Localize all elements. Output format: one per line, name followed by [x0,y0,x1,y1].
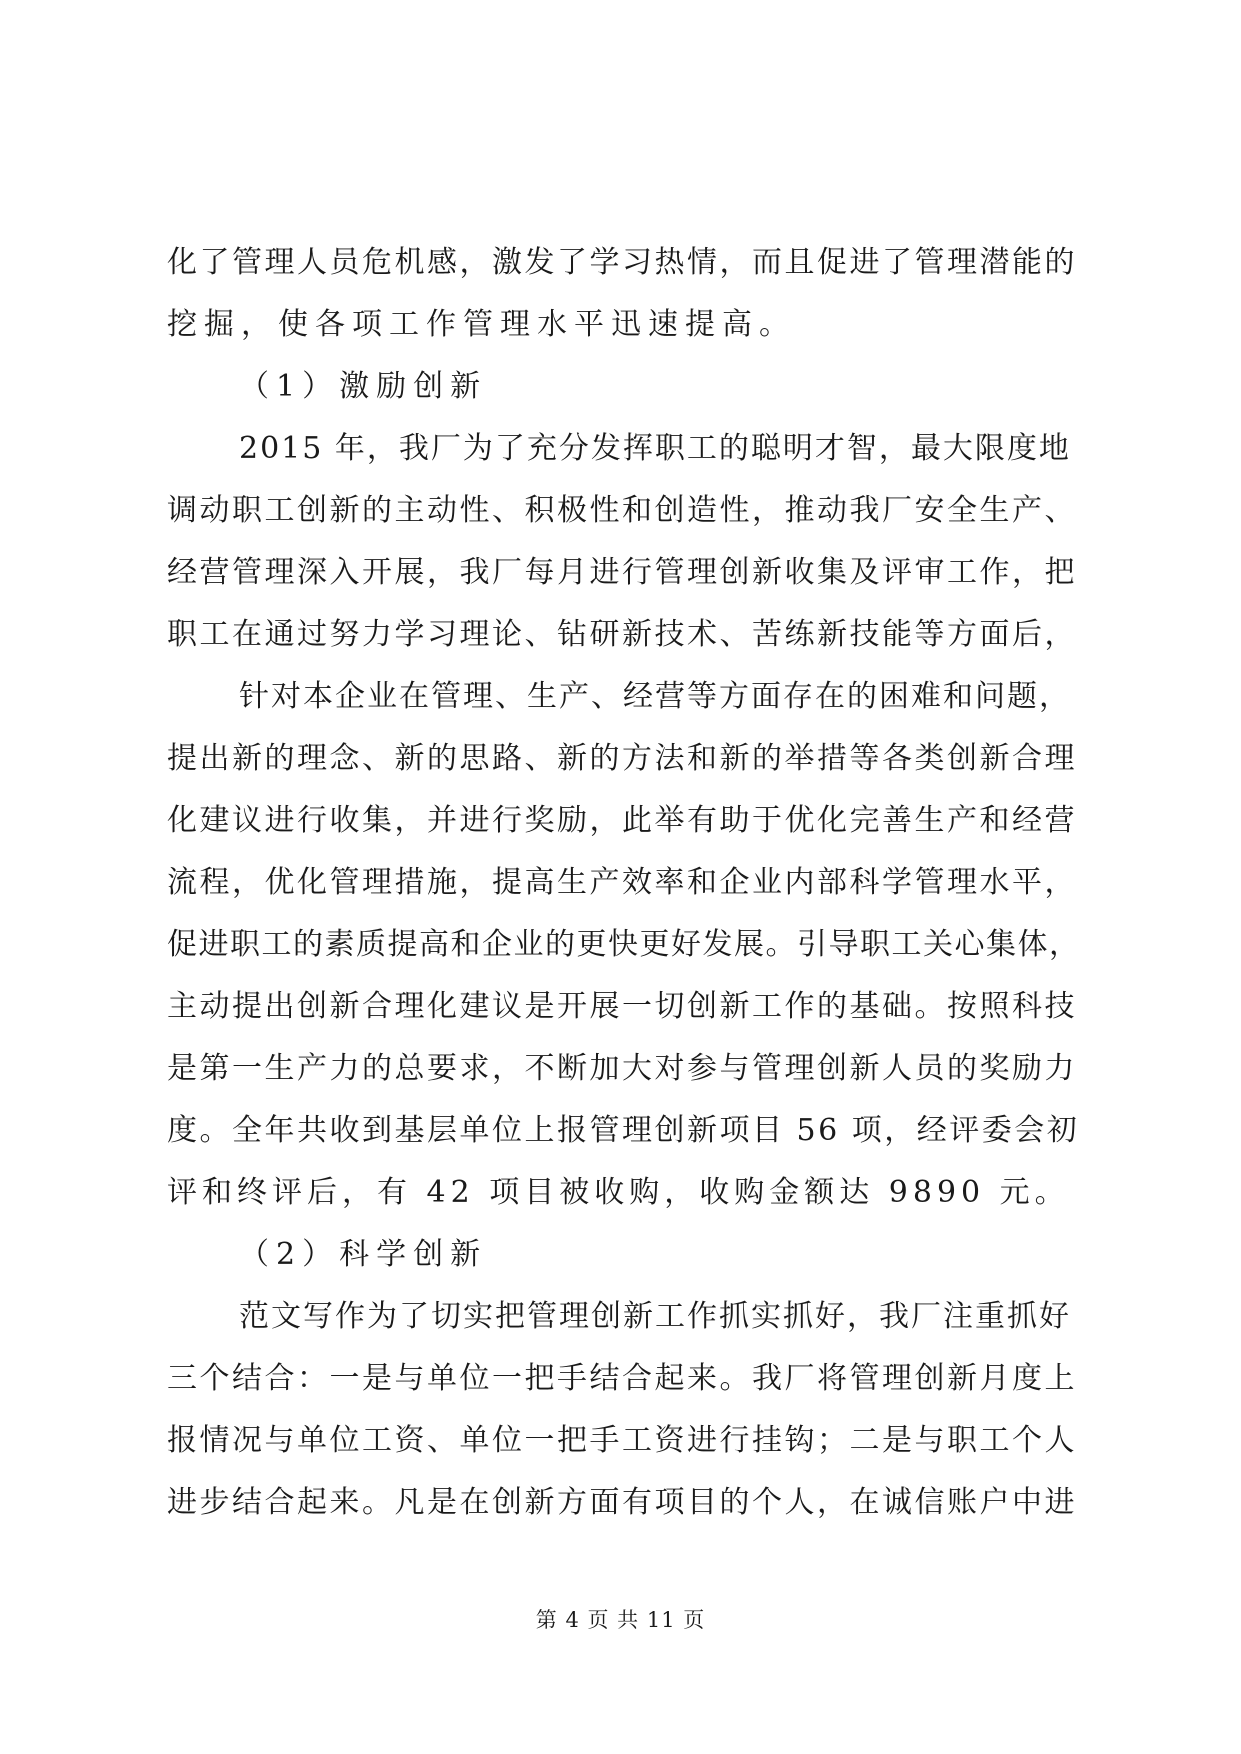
text-line: 范文写作为了切实把管理创新工作抓实抓好，我厂注重抓好 [239,1299,1071,1334]
text-line: 针对本企业在管理、生产、经营等方面存在的困难和问题， [239,679,1071,714]
text-line: 促进职工的素质提高和企业的更快更好发展。引导职工关心集体， [167,927,1081,962]
text-line: 2015 年，我厂为了充分发挥职工的聪明才智，最大限度地 [239,431,1071,466]
page-footer [0,1604,1241,1634]
text-line: 度。全年共收到基层单位上报管理创新项目 56 项，经评委会初 [167,1113,1080,1148]
text-line: 是第一生产力的总要求，不断加大对参与管理创新人员的奖励力 [167,1051,1077,1086]
text-line: 化建议进行收集，并进行奖励，此举有助于优化完善生产和经营 [167,803,1077,838]
text-line: 挖掘，使各项工作管理水平迅速提高。 [167,307,796,342]
text-line: 进步结合起来。凡是在创新方面有项目的个人，在诚信账户中进 [167,1485,1077,1520]
section-heading: （1）激励创新 [239,369,488,404]
text-line: 职工在通过努力学习理论、钻研新技术、苦练新技能等方面后， [167,617,1077,652]
text-line: 评和终评后，有 42 项目被收购，收购金额达 9890 元。 [167,1175,1070,1210]
text-line: 提出新的理念、新的思路、新的方法和新的举措等各类创新合理 [167,741,1077,776]
section-heading: （2）科学创新 [239,1237,488,1272]
text-line: 三个结合：一是与单位一把手结合起来。我厂将管理创新月度上 [167,1361,1077,1396]
page-number: 第 4 页 共 11 页 [535,1608,706,1632]
text-line: 流程，优化管理措施，提高生产效率和企业内部科学管理水平， [167,865,1077,900]
text-line: 报情况与单位工资、单位一把手工资进行挂钩；二是与职工个人 [167,1423,1077,1458]
text-line: 调动职工创新的主动性、积极性和创造性，推动我厂安全生产、 [167,493,1077,528]
text-line: 经营管理深入开展，我厂每月进行管理创新收集及评审工作，把 [167,555,1077,590]
text-line: 主动提出创新合理化建议是开展一切创新工作的基础。按照科技 [167,989,1077,1024]
body-text [167,232,1083,1534]
text-line: 化了管理人员危机感，激发了学习热情，而且促进了管理潜能的 [167,245,1077,280]
